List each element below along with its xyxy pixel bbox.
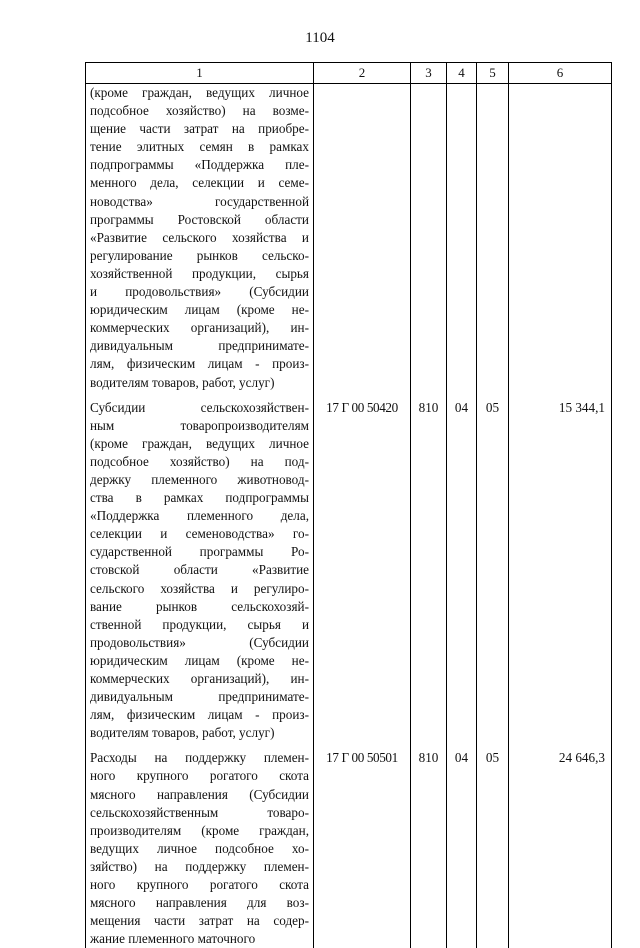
description-line: дивидуальным предпринимате- (90, 338, 309, 354)
description-line: Субсидии сельскохозяйствен- (90, 399, 309, 415)
description-line: регулирование рынков сельско- (90, 247, 309, 263)
description-line: лям, физическим лицам - произ- (90, 356, 309, 372)
section-code: 04 (447, 392, 477, 743)
description-line: юридическим лицам (кроме не- (90, 652, 309, 668)
column-header-3: 3 (411, 63, 447, 84)
description-line: «Поддержка племенного дела, (90, 508, 309, 524)
description-line: мясного направления (Субсидии (90, 786, 309, 802)
description-line: (кроме граждан, ведущих личное (90, 85, 309, 100)
description-line: и продовольствия» (Субсидии (90, 284, 309, 300)
description-line: жание племенного маточного (90, 931, 256, 947)
table-row (86, 742, 612, 948)
description-line: ного крупного рогатого скота (90, 768, 309, 784)
description-line: водителям товаров, работ, услуг) (90, 725, 275, 741)
description-line: стовской области «Развитие (90, 562, 309, 578)
description-line: тение элитных семян в рамках (90, 139, 309, 155)
description-line: продовольствия» (Субсидии (90, 634, 309, 650)
description-line: сельскохозяйственным товаро- (90, 804, 309, 820)
subsection-code: 05 (477, 392, 509, 743)
expense-type-code (411, 84, 447, 392)
section-code: 04 (447, 742, 477, 948)
description-line: коммерческих организаций), ин- (90, 320, 309, 336)
description-line: ного крупного рогатого скота (90, 877, 309, 893)
table-row (86, 392, 612, 743)
description-line: сельского хозяйства и регулиро- (90, 580, 309, 596)
description-line: Расходы на поддержку племен- (90, 750, 309, 766)
description-line: хозяйственной продукции, сырья (90, 265, 309, 281)
description-line: (кроме граждан, ведущих личное (90, 435, 309, 451)
description-line: ства в рамках подпрограммы (90, 490, 309, 506)
description-line: селекции и семеноводства» го- (90, 526, 309, 542)
column-header-5: 5 (477, 63, 509, 84)
row-description (86, 742, 314, 948)
description-line: мясного направления для воз- (90, 895, 309, 911)
page-number: 1104 (305, 30, 335, 46)
description-line: вание рынков сельскохозяй- (90, 598, 309, 614)
description-line: подсобное хозяйство) на под- (90, 453, 309, 469)
target-article-code (314, 84, 411, 392)
description-line: лям, физическим лицам - произ- (90, 707, 309, 723)
description-line: держку племенного животновод- (90, 471, 309, 487)
column-header-6: 6 (509, 63, 612, 84)
description-line: коммерческих организаций), ин- (90, 671, 309, 686)
description-line: ственной продукции, сырья и (90, 616, 309, 632)
description-line: менного дела, селекции и семе- (90, 175, 309, 191)
section-code (447, 84, 477, 392)
description-line: водителям товаров, работ, услуг) (90, 374, 275, 390)
column-header-1: 1 (86, 63, 314, 84)
description-line: подсобное хозяйство) на возме- (90, 103, 309, 119)
description-line: мещения части затрат на содер- (90, 913, 309, 929)
description-line: сударственной программы Ро- (90, 544, 309, 560)
description-line: ным товаропроизводителям (90, 417, 309, 433)
description-line: ведущих личное подсобное хо- (90, 840, 309, 856)
description-line: подпрограммы «Поддержка пле- (90, 157, 309, 173)
target-article-code: 17 Г 00 50420 (314, 392, 411, 743)
description-line: щение части затрат на приобре- (90, 121, 309, 137)
row-description (86, 84, 314, 392)
column-header-4: 4 (447, 63, 477, 84)
amount-value (509, 84, 612, 392)
description-line: зяйство) на поддержку племен- (90, 858, 309, 874)
description-line: новодства» государственной (90, 193, 309, 209)
amount-value: 24 646,3 (509, 742, 612, 948)
row-description (86, 392, 314, 743)
subsection-code: 05 (477, 742, 509, 948)
table-header-row (86, 63, 612, 84)
budget-table (85, 62, 612, 948)
column-header-2: 2 (314, 63, 411, 84)
description-line: юридическим лицам (кроме не- (90, 302, 309, 318)
target-article-code: 17 Г 00 50501 (314, 742, 411, 948)
description-line: «Развитие сельского хозяйства и (90, 229, 309, 245)
table-row (86, 84, 612, 392)
amount-value: 15 344,1 (509, 392, 612, 743)
expense-type-code: 810 (411, 392, 447, 743)
description-line: программы Ростовской области (90, 211, 309, 227)
description-line: дивидуальным предпринимате- (90, 689, 309, 705)
subsection-code (477, 84, 509, 392)
description-line: производителям (кроме граждан, (90, 822, 309, 838)
expense-type-code: 810 (411, 742, 447, 948)
